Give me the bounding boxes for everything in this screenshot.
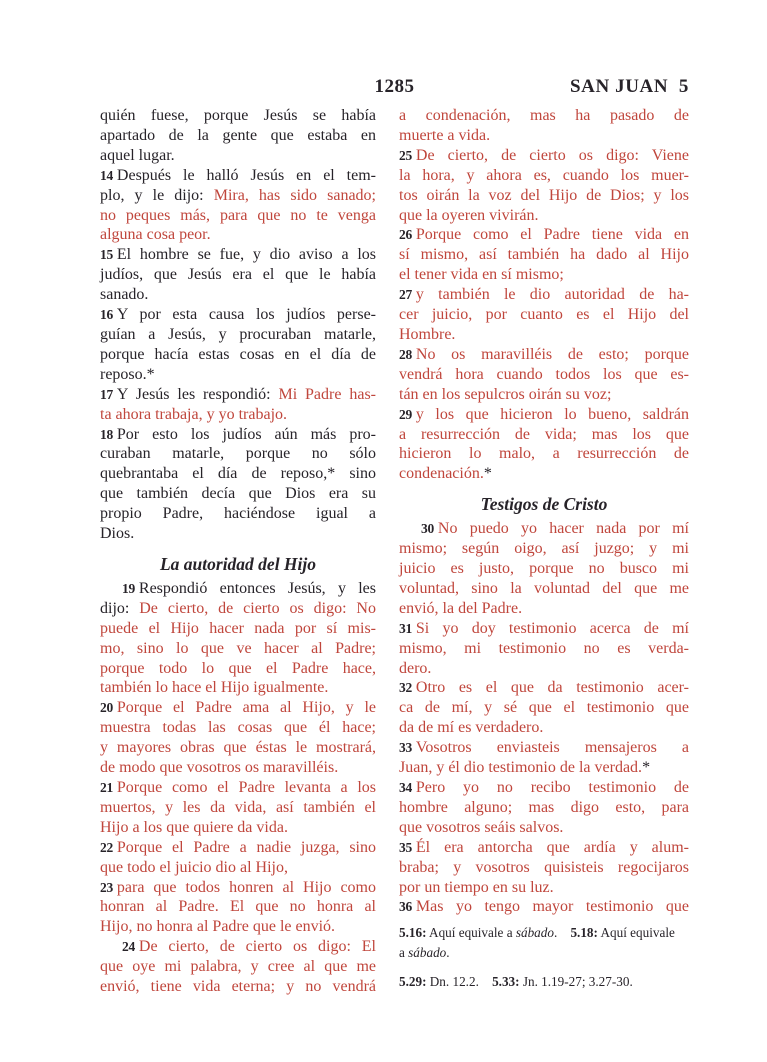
verse-number: 20 [100,700,113,716]
text-span: vendrá hora cuando todos los que es- [399,365,689,383]
text-span: dero. [399,659,432,677]
text-span: da de mí es verdadero. [399,719,544,737]
text-line [100,937,376,957]
verse-number: 19 [122,580,135,596]
text-span: * [642,759,651,777]
text-span: De cierto, de cierto os digo: Viene [415,146,689,164]
text-span: muestra todas las cosas que él hace; [100,719,376,737]
verse-number: 26 [399,227,412,243]
text-line [399,206,689,226]
text-span: la hora, y ahora es, cuando los muer- [399,166,689,184]
text-line [399,539,689,559]
text-line [100,778,376,798]
text-span: tos oirán la voz del Hijo de Dios; y los [399,186,689,204]
text-line [399,186,689,206]
footnote-line [399,945,689,965]
text-line [399,798,689,818]
text-span: . [446,945,450,961]
text-line [399,305,689,325]
text-line [100,206,376,226]
text-span: De cierto, de cierto os digo: No [139,599,376,617]
text-span: Porque el Padre a nadie juzga, sino [116,838,376,856]
text-span: puede el Hijo hacer nada por sí mis- [100,619,376,637]
text-span: 5.18: [570,925,598,941]
verse-number: 15 [100,247,113,263]
text-span: Jn. 1.19-27; 3.27-30. [519,974,633,990]
verse-number: 29 [399,406,412,422]
text-span: propio Padre, haciéndose igual a [100,505,376,523]
text-span: a [399,945,409,961]
text-span: sábado [408,945,447,961]
text-line [100,758,376,778]
text-span: Otro es el que da testimonio acer- [415,679,689,697]
text-line [399,897,689,917]
text-line [100,917,376,937]
text-span: hicieron lo malo, a resurrección de [399,445,689,463]
text-span: Aquí equivale [597,925,675,941]
text-line [399,126,689,146]
text-span: curaban matarle, porque no sólo [100,445,376,463]
section-heading [399,493,689,515]
footnote-line [399,925,689,945]
text-line [100,838,376,858]
text-span: Por esto los judíos aún más pro- [116,425,376,443]
text-line [100,484,376,504]
text-line [399,405,689,425]
text-line [100,504,376,524]
text-line [100,126,376,146]
verse-number: 32 [399,680,412,696]
text-span: porque hacía estas cosas en el día de [100,345,376,363]
text-line [399,878,689,898]
text-span: honran al Padre. El que no honra al [100,898,376,916]
text-span: Dios. [100,525,135,543]
text-line [100,444,376,464]
text-span: Porque como el Padre levanta a los [116,779,376,796]
text-span: y los que hicieron lo bueno, saldrán [415,405,689,423]
text-line [399,106,689,126]
text-line [100,897,376,917]
text-line [399,166,689,186]
text-span: muertos, y les da vida, así también el [100,798,376,816]
verse-number: 33 [399,740,412,756]
text-line [399,579,689,599]
text-span: No os maravilléis de esto; porque [415,345,689,363]
text-span: quién fuese, porque Jesús se había [100,107,376,124]
text-span: también lo hace el Hijo igualmente. [100,679,329,697]
verse-number: 35 [399,839,412,855]
text-span: sábado [515,925,554,941]
text-span: 5.29: [399,974,427,990]
text-span: Hombre. [399,325,456,343]
text-span: 5.16: [399,925,427,941]
text-line [399,818,689,838]
text-span: Porque el Padre ama al Hijo, y le [116,699,376,717]
text-span: alguna cosa peor. [100,226,211,244]
text-span: 5.33: [492,974,520,990]
text-span: braba; y vosotros quisisteis regocijaros [399,858,689,876]
text-span: plo, y le dijo: [100,186,214,204]
text-line [100,305,376,325]
page-header [100,76,689,100]
text-line [100,385,376,405]
text-line [100,579,376,599]
text-span: Mira, has sido sanado; [213,186,377,204]
text-span: Vosotros enviasteis mensajeros a [415,739,689,757]
text-span: voluntad, sino la voluntad del que me [399,579,689,597]
text-span: porque todo lo que el Padre hace, [100,659,376,677]
text-line [100,858,376,878]
text-line [100,878,376,898]
text-span: aquel lugar. [100,146,175,164]
text-line [100,698,376,718]
verse-number: 31 [399,620,412,636]
text-line [100,977,376,997]
text-span: el tener vida en sí mismo; [399,266,564,284]
text-span: que oye mi palabra, y cree al que me [100,958,376,976]
text-span: sí mismo, así también ha dado al Hijo [399,246,689,264]
text-span: condenación. [399,465,484,483]
text-line [399,639,689,659]
text-span: El hombre se fue, y dio aviso a los [116,246,376,264]
text-span: sanado. [100,286,149,304]
text-span: De cierto, de cierto os digo: El [138,938,376,956]
text-span: Hijo, no honra al Padre que le envió. [100,918,336,936]
text-span: ta ahora trabaja, y yo trabajo. [100,405,288,423]
text-span: Juan, y él dio testimonio de la verdad. [399,759,643,777]
text-span: Respondió entonces Jesús, y les [138,579,376,597]
text-line [399,464,689,484]
text-span: . [553,925,571,941]
scripture-text [100,106,689,997]
text-line [100,285,376,305]
text-line [100,146,376,166]
verse-number: 18 [100,426,113,442]
verse-number: 34 [399,780,412,795]
text-line [399,758,689,778]
text-span: muerte a vida. [399,126,491,144]
verse-number: 14 [100,167,113,183]
text-line [399,365,689,385]
text-line [100,619,376,639]
text-line [100,425,376,445]
text-line [100,106,376,126]
text-span: guían a Jesús, y procuraban matarle, [100,325,376,343]
text-line [399,444,689,464]
text-line [100,365,376,385]
text-span: Él era antorcha que ardía y alum- [415,838,689,856]
text-line [399,718,689,738]
text-line [399,659,689,679]
text-line [399,146,689,166]
text-span: Si yo doy testimonio acerca de mí [415,619,689,637]
text-span: quebrantaba el día de reposo,* sino [100,465,376,483]
text-line [100,678,376,698]
verse-number: 16 [100,307,113,323]
text-line [100,166,376,186]
text-span: apartado de la gente que estaba en [100,126,376,144]
text-span: para que todos honren al Hijo como [116,878,376,896]
text-line [100,798,376,818]
text-span: juicio es justo, porque no busco mi [399,560,689,578]
section-heading [100,553,376,575]
text-span: que la oyeren vivirán. [399,206,539,224]
text-line [100,957,376,977]
verse-number: 28 [399,346,412,362]
text-line [399,519,689,539]
text-line [100,265,376,285]
text-span: Aquí equivale a [426,925,516,941]
text-span: Y por esta causa los judíos perse- [116,306,376,324]
text-line [399,225,689,245]
verse-number: 36 [399,899,412,915]
page-number: 1285 [374,76,415,97]
text-line [399,678,689,698]
column-left [100,106,376,997]
text-line [399,325,689,345]
text-line [399,619,689,639]
text-span: Mas yo tengo mayor testimonio que [415,898,689,916]
text-span: No puedo yo hacer nada por mí [437,520,689,538]
text-line [399,285,689,305]
text-span: y mayores obras que éstas le mostrará, [100,739,376,757]
text-line [399,838,689,858]
text-span: La autoridad del Hijo [159,553,317,574]
text-span: a condenación, mas ha pasado de [399,107,689,124]
text-line [100,325,376,345]
text-line [399,698,689,718]
text-span: Testigos de Cristo [480,494,608,515]
text-span: envió, la del Padre. [399,599,523,617]
verse-number: 22 [100,839,113,855]
column-right [399,106,689,997]
text-line [100,818,376,838]
text-line [399,265,689,285]
text-span: Dn. 12.2. [426,974,493,990]
text-line [100,186,376,206]
text-line [100,345,376,365]
text-line [100,464,376,484]
verse-number: 17 [100,386,113,402]
text-span: a resurrección de vida; mas los que [399,425,689,443]
text-line [100,245,376,265]
text-span: Después le halló Jesús en el tem- [116,166,376,184]
text-span: ca de mí, y sé que el testimonio que [399,699,689,717]
verse-number: 21 [100,780,113,795]
text-span: y también le dio autoridad de ha- [415,286,689,304]
text-span: Hijo a los que quiere da vida. [100,818,288,836]
running-head: SAN JUAN 5 [569,76,689,97]
text-span: que vosotros seáis salvos. [399,818,564,836]
text-span: que todo el juicio dio al Hijo, [100,858,288,876]
text-line [100,718,376,738]
verse-number: 27 [399,287,412,303]
text-span: envió, tiene vida eterna; y no vendrá [100,978,376,996]
text-span: Mi Padre has- [278,385,376,403]
verse-number: 25 [399,147,412,163]
text-span: por un tiempo en su luz. [399,878,554,896]
text-span: judíos, que Jesús era el que le había [100,266,376,284]
verse-number: 24 [122,939,135,955]
text-line [399,385,689,405]
text-line [100,639,376,659]
text-line [100,524,376,544]
text-line [399,778,689,798]
text-line [399,858,689,878]
text-line [100,738,376,758]
text-span: Y Jesús les respondió: [116,385,279,403]
text-span: tán en los sepulcros oirán su voz; [399,385,612,403]
text-span: hombre alguno; mas digo esto, para [399,798,689,816]
text-span: mismo, mi testimonio no es verda- [399,639,689,657]
text-line [399,345,689,365]
verse-number: 23 [100,879,113,895]
footnote-line [399,974,689,994]
text-span: que también decía que Dios era su [100,485,376,503]
text-line [399,559,689,579]
text-span: de modo que vosotros os maravilléis. [100,759,339,777]
text-line [100,659,376,679]
text-span: Porque como el Padre tiene vida en [415,226,689,244]
text-line [399,245,689,265]
text-span: mismo; según oigo, así juzgo; y mi [399,540,689,558]
text-line [100,599,376,619]
text-span: no peques más, para que no te venga [100,206,376,224]
text-line [100,225,376,245]
verse-number: 30 [421,521,434,537]
text-line [399,738,689,758]
text-span: dijo: [100,599,140,617]
text-span: mo, sino lo que ve hacer al Padre; [100,639,376,657]
text-span: cer juicio, por cuanto es el Hijo del [399,306,689,324]
text-span: Pero yo no recibo testimonio de [415,779,689,796]
text-span: reposo.* [100,365,155,383]
text-line [399,599,689,619]
text-line [399,425,689,445]
text-span: * [483,465,492,483]
text-line [100,405,376,425]
